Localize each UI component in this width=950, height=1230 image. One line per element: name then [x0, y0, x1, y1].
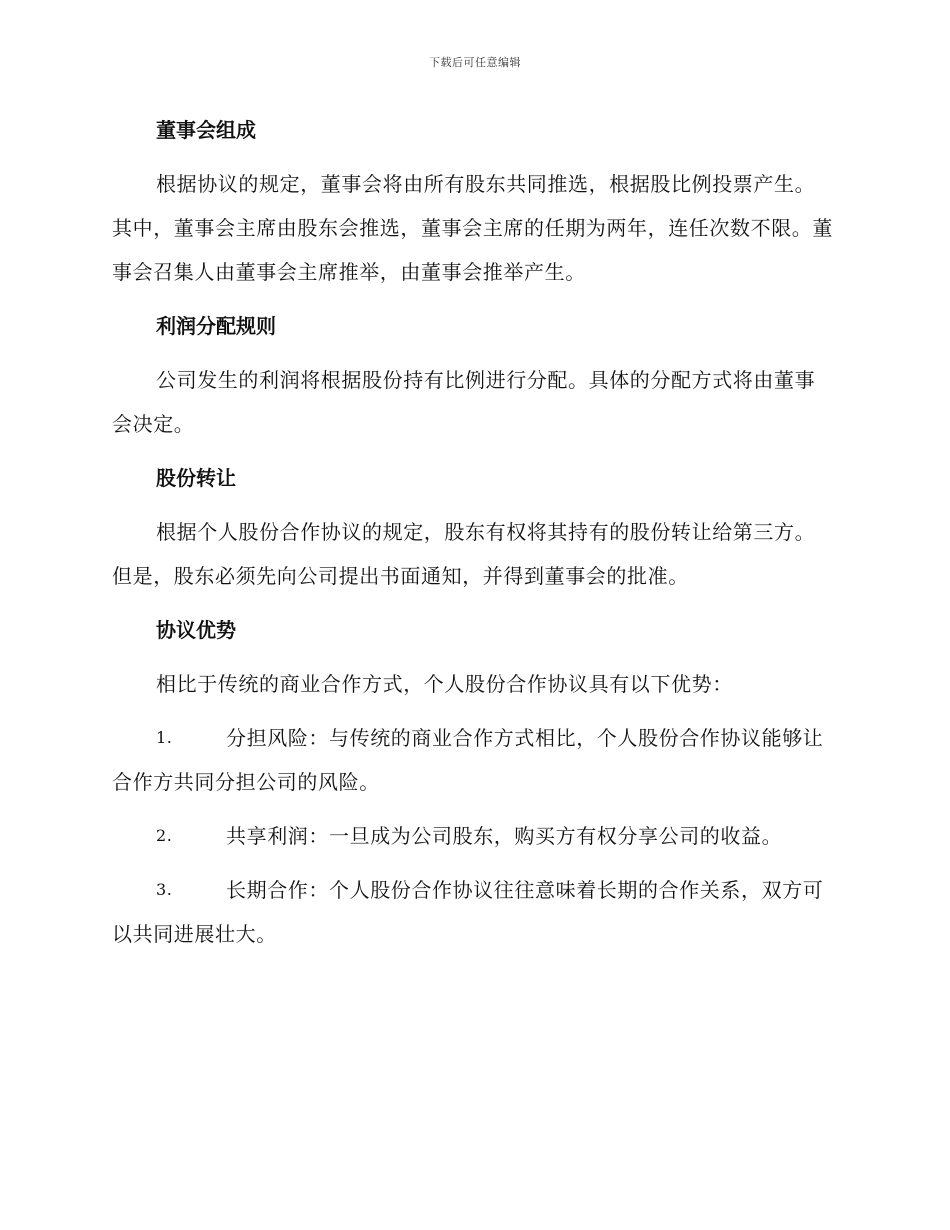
section-heading-advantages: 协议优势 [156, 618, 236, 642]
section-heading-transfer: 股份转让 [156, 466, 236, 490]
document-body [112, 108, 834, 966]
list-item-number: 1. [156, 728, 173, 747]
list-item [112, 716, 834, 804]
list-item [112, 814, 834, 858]
list-item-text: 长期合作：个人股份合作协议往往意味着长期的合作关系，双方可以共同进展壮大。 [112, 878, 824, 946]
list-item [112, 868, 834, 956]
section-body-board: 根据协议的规定，董事会将由所有股东共同推选，根据股比例投票产生。其中，董事会主席由股东会推选，董事会主席的任期为两年，连任次数不限。董事会召集人由董事会主席推举，由董事会推举产生。 [112, 172, 833, 284]
section-intro-advantages: 相比于传统的商业合作方式，个人股份合作协议具有以下优势： [156, 672, 733, 696]
page-header-note: 下载后可任意编辑 [429, 56, 521, 69]
section-heading-profit: 利润分配规则 [156, 314, 276, 338]
list-item-number: 2. [156, 826, 173, 845]
section-body-profit: 公司发生的利润将根据股份持有比例进行分配。具体的分配方式将由董事会决定。 [112, 368, 816, 436]
section-body-transfer: 根据个人股份合作协议的规定，股东有权将其持有的股份转让给第三方。但是，股东必须先向公司提出书面通知，并得到董事会的批准。 [112, 520, 816, 588]
section-heading-board: 董事会组成 [156, 118, 256, 142]
list-item-number: 3. [156, 880, 173, 899]
list-item-text: 共享利润：一旦成为公司股东，购买方有权分享公司的收益。 [226, 824, 783, 848]
list-item-text: 分担风险：与传统的商业合作方式相比，个人股份合作协议能够让合作方共同分担公司的风险。 [112, 726, 824, 794]
